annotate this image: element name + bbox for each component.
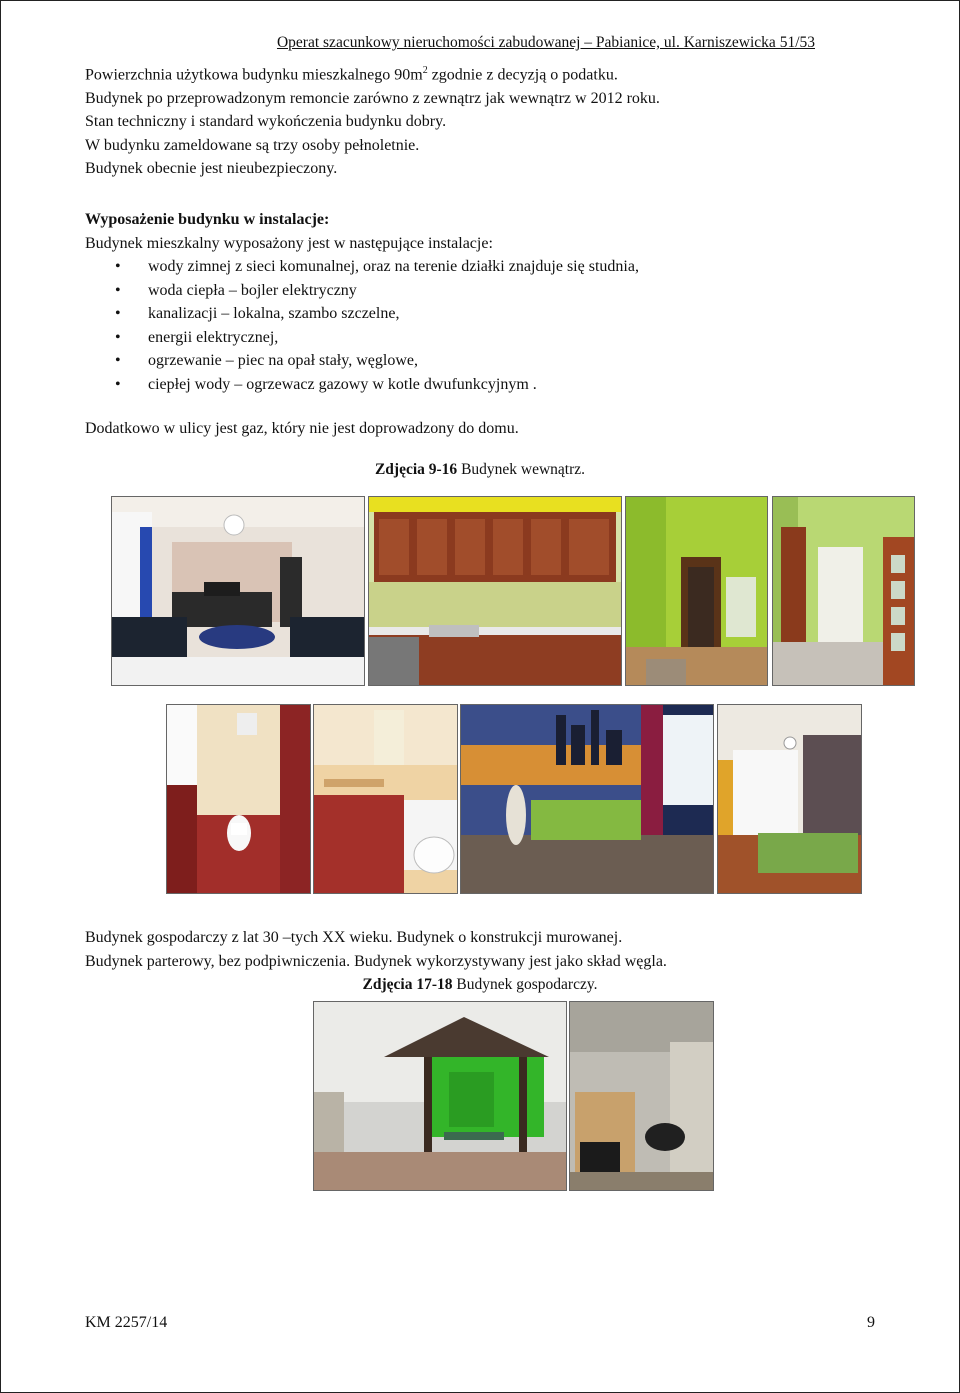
intro-line-insurance: Budynek obecnie jest nieubezpieczony. [85, 160, 338, 178]
list-item: • energii elektrycznej, [85, 326, 885, 350]
list-item: • woda ciepła – bojler elektryczny [85, 279, 885, 303]
photo-outbuilding-interior [569, 1001, 714, 1191]
list-item: • wody zimnej z sieci komunalnej, oraz na terenie działki znajduje się studnia, [85, 255, 885, 279]
page-header [1, 34, 959, 52]
caption-outbuilding [1, 976, 959, 994]
installations-lead: Budynek mieszkalny wyposażony jest w następujące instalacje: [85, 234, 493, 252]
caption-outbuilding-text: Budynek gospodarczy. [452, 976, 598, 993]
area-superscript: 2 [422, 65, 428, 76]
caption-interior-bold: Zdjęcia 9-16 [374, 461, 458, 478]
outbuilding-line-2: Budynek parterowy, bez podpiwniczenia. Budynek wykorzystywany jest jako skład węgla. [85, 952, 667, 970]
intro-line-residents: W budynku zameldowane są trzy osoby pełnoletnie. [85, 136, 420, 154]
caption-outbuilding-bold: Zdjęcia 17-18 [362, 976, 453, 993]
area-text: Powierzchnia użytkowa budynku mieszkalnego 90m [85, 66, 423, 84]
list-item: • ciepłej wody – ogrzewacz gazowy w kotle dwufunkcyjnym . [85, 373, 885, 397]
footer-doc-id: KM 2257/14 [85, 1314, 168, 1331]
list-item: • ogrzewanie – piec na opał stały, węglowe, [85, 349, 885, 373]
photo-bedroom-second [717, 704, 862, 894]
outbuilding-section [85, 926, 885, 973]
photo-hallway [625, 496, 768, 686]
photo-bathroom-washer [313, 704, 458, 894]
photo-kitchen [368, 496, 622, 686]
intro-section [85, 59, 885, 181]
gas-note: Dodatkowo w ulicy jest gaz, który nie jest doprowadzony do domu. [85, 420, 519, 437]
installations-heading: Wyposażenie budynku w instalacje: [85, 211, 330, 228]
intro-line-renovation: Budynek po przeprowadzonym remoncie zarówno z zewnątrz jak wewnątrz w 2012 roku. [85, 89, 660, 107]
photo-living-room [111, 496, 365, 686]
header-title: Operat szacunkowy nieruchomości zabudowanej – Pabianice, ul. Karniszewicka 51/53 [276, 34, 815, 51]
photo-entrance-hall [772, 496, 915, 686]
photo-outbuilding-exterior [313, 1001, 567, 1191]
list-item: • kanalizacji – lokalna, szambo szczelne, [85, 302, 885, 326]
installations-list [85, 255, 885, 396]
caption-interior-text: Budynek wewnątrz. [457, 461, 586, 478]
photo-bedroom-mural [460, 704, 714, 894]
caption-interior [1, 461, 959, 479]
footer-page-number: 9 [867, 1314, 875, 1331]
installations-section [85, 208, 885, 441]
intro-line-area [85, 59, 885, 87]
intro-line-condition: Stan techniczny i standard wykończenia budynku dobry. [85, 113, 447, 131]
outbuilding-line-1: Budynek gospodarczy z lat 30 –tych XX wieku. Budynek o konstrukcji murowanej. [85, 929, 623, 946]
area-text-end: zgodnie z decyzją o podatku. [427, 66, 618, 84]
photo-bathroom-toilet [166, 704, 311, 894]
